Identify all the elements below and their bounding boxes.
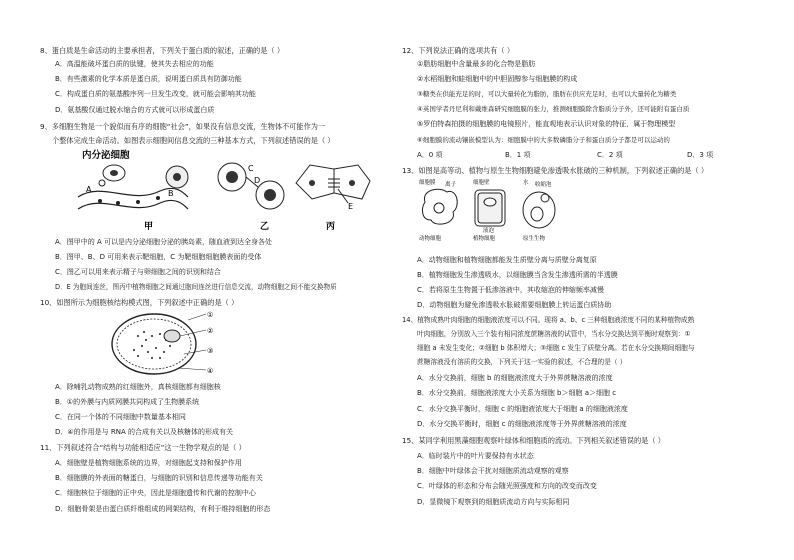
q9-option-a: A．图甲中的 A 可以是内分泌细胞分泌的胰岛素，随血液到达全身各处: [55, 238, 273, 246]
q12-stem: 12、下列说法正确的选项共有（ ）: [402, 46, 515, 55]
q13-stem: 13、如图是高等动、植物与原生生物细胞避免渗透吸水胀破的三种机制，下列叙述正确的是（ ）: [402, 166, 709, 175]
q11-option-c: C．细胞核位于细胞的正中央，因此是细胞遗传和代谢的控制中心: [55, 489, 256, 497]
q13-label-water: 水: [523, 180, 529, 186]
q9-label-d: D: [254, 176, 261, 185]
q9-figure: [72, 147, 372, 232]
q12-option-c: C．2 项: [597, 151, 623, 159]
q10-option-a: A．除哺乳动物成熟的红细胞外，真核细胞都有细胞核: [55, 383, 221, 391]
q13-option-b: B．植物细胞发生渗透吸水，以细胞膜当含发生渗透所需的半透膜: [417, 271, 618, 279]
q11-option-b: B．细胞膜的外表面的糖蛋白，与细胞的识别和信息传递等功能有关: [55, 474, 263, 482]
q13-label-ion: 离子: [445, 182, 457, 188]
q13-option-a: A．动物细胞和植物细胞都能发生质壁分离与质壁分离复原: [417, 256, 597, 264]
signal-dot: [116, 201, 120, 205]
q14-stem-line1: 14、植物成熟叶肉细胞的细胞液浓度可以不同。现将 a、b、c 三种细胞液浓度不同的某种植物成熟: [402, 316, 695, 324]
q14-option-a: A．水分交换前，细胞 b 的细胞液浓度大于外界蔗糖溶液的浓度: [417, 374, 613, 382]
q11-option-a: A．细胞壁是植物细胞系统的边界，对细胞起支持和保护作用: [55, 459, 242, 467]
q9-option-d: D．E 为胞间连丝，图丙中植物细胞之间通过胞间连丝进行信息交流，动物细胞之间不能交换物质: [55, 283, 337, 291]
signal-dot: [156, 196, 160, 200]
nuclear-envelope-outer: [112, 314, 196, 374]
q9-label-e: E: [348, 202, 354, 211]
q15-stem: 15、某同学利用黑藻细胞观察叶绿体和细胞质的流动。下列相关叙述错误的是（ ）: [402, 436, 665, 445]
q9-figure-title: 内分泌细胞: [82, 150, 130, 161]
q10-label-2: ②: [207, 327, 214, 335]
q15-option-a: A．临时装片中的叶片要保持有水状态: [417, 452, 534, 460]
q13-option-d: D．动物细胞为避免渗透吸水胀破需要细胞膜上转运蛋白质协助: [417, 301, 612, 309]
q13-caption-plant: 植物细胞: [473, 236, 496, 242]
q12-item-3: ③糖类在供能充足的时，可以大量转化为脂肪，脂肪在供应充足时，也可以大量转化为糖类: [417, 90, 677, 98]
signal-dot: [98, 199, 102, 203]
q8-option-b: B．有些激素的化学本质是蛋白质，说明蛋白质具有防御功能: [55, 75, 242, 83]
pointer-line: [178, 368, 206, 370]
q9-stem-line1: 9、多细胞生物是一个貌似而有序的细胞“社会”，如果没有信息交流，生物体不可能作为一: [40, 122, 326, 131]
q9-label-c: C: [248, 164, 254, 173]
q13-label-wall: 细胞壁: [473, 180, 490, 186]
blood-vessel-lower: [78, 200, 188, 209]
q13-caption-animal: 动物细胞: [419, 236, 442, 242]
q13-label-vacuole: 液泡: [483, 228, 495, 234]
q14-option-b: B．水分交换前，细胞液浓度大小关系为细胞 b＞细胞 a＞细胞 c: [417, 389, 617, 397]
q12-item-4: ④英国学者丹尼利和戴维森研究细胞膜的张力，推测细胞膜除含脂质分子外，还可能附有蛋白质: [417, 105, 690, 113]
q10-nucleus-figure: [108, 306, 218, 378]
plant-cell-left: [296, 165, 334, 199]
q9-label-a: A: [86, 185, 92, 194]
q12-item-1: ①脂肪细胞中含量最多的化合物是脂肪: [417, 60, 536, 68]
signal-dot: [136, 200, 140, 204]
target-nucleus: [173, 173, 181, 181]
q14-option-c: C．水分交换平衡时，细胞 c 的细胞液浓度大于细胞 a 的细胞液浓度: [417, 405, 628, 413]
endocrine-nucleus: [110, 170, 118, 176]
q13-label-membrane: 细胞膜: [419, 180, 436, 186]
q10-label-3: ③: [207, 347, 214, 355]
q10-label-4: ④: [207, 367, 214, 375]
signal-cell-nucleus: [226, 171, 238, 183]
q12-item-6: ⑥细胞膜的流动镶嵌模型认为：细胞膜中的大多数磷脂分子和蛋白质分子都是可以运动的: [417, 136, 670, 144]
q8-option-a: A．高温能破坏蛋白质的肽键，使其失去相应的功能: [55, 60, 214, 68]
plant-nucleus: [484, 198, 496, 206]
protist-nucleus: [531, 207, 543, 221]
q14-stem-line2: 叶肉细胞，分别放入三个装有相同浓度蔗糖溶液的试管中，当水分交换达到平衡时观察到：①: [417, 330, 691, 338]
q12-option-b: B．1 项: [505, 151, 531, 159]
q13-label-cv: 收缩泡: [535, 182, 552, 188]
plant-nucleus: [309, 180, 315, 186]
q13-caption-protist: 原生生物: [523, 236, 546, 242]
q12-option-a: A．0 项: [417, 151, 443, 159]
q9-label-b: B: [168, 189, 174, 198]
q8-option-d: D．氨基酸仅通过脱水缩合的方式就可以形成蛋白质: [55, 106, 215, 114]
q9-caption-bing: 丙: [326, 222, 336, 232]
q13-option-c: C．若将原生生物置于低渗溶液中，其收缩泡的伸缩频率减慢: [417, 286, 604, 294]
q9-stem-line2: 个整体完成生命活动。如图表示细胞间信息交流的三种基本方式，下列叙述错误的是（ ）: [52, 136, 335, 145]
q10-option-d: D．④的作用是与 RNA 的合成有关以及核糖体的形成有关: [55, 428, 234, 436]
q10-stem: 10、如图所示为细胞核结构模式图，下列叙述中正确的是（ ）: [40, 298, 239, 307]
q15-option-d: D．显微镜下观察到的细胞质流动方向与实际相同: [417, 498, 570, 506]
q9-caption-jia: 甲: [144, 222, 154, 232]
q15-option-c: C．叶绿体的形态和分布会随光照强度和方向的改变而改变: [417, 482, 597, 490]
q9-option-b: B．图甲、B、D 可用来表示靶细胞，C 为靶细胞细胞膜表面的受体: [55, 253, 262, 261]
contractile-vacuole: [541, 194, 549, 202]
q11-stem: 11、下列叙述符合“结构与功能相适应”这一生物学观点的是（ ）: [40, 443, 246, 452]
q12-item-5: ⑤罗伯特森拍摄的细胞膜的电镜照片，能直观地表示认识对象的特征，属于物理模型: [417, 120, 676, 128]
q14-stem-line3: 细胞 a 未发生变化；②细胞 b 体积增大；③细胞 c 发生了质壁分离。若在水分交换期间细胞与: [417, 344, 695, 352]
q11-option-d: D．细胞骨架是由蛋白质纤维组成的网架结构，有利于维持细胞的形态: [55, 505, 271, 513]
q10-label-1: ①: [207, 311, 214, 319]
animal-nucleus: [434, 203, 444, 213]
q8-option-c: C．构成蛋白质的氨基酸序列一旦发生改变，就可能会影响其功能: [55, 90, 256, 98]
q12-option-d: D．3 项: [687, 151, 714, 159]
pointer-line: [188, 314, 206, 320]
plant-nucleus: [349, 180, 355, 186]
q14-option-d: D．水分交换平衡时，细胞 c 的细胞液浓度等于外界蔗糖溶液的浓度: [417, 420, 627, 428]
q12-item-2: ②水稻细胞和蛙细胞中的中胆固醇参与细胞膜的构成: [417, 75, 578, 83]
q8-stem: 8、蛋白质是生命活动的主要承担者，下列关于蛋白质的叙述，正确的是（ ）: [40, 46, 285, 55]
q10-option-b: B．①的外膜与内质网膜共同构成了生物膜系统: [55, 398, 200, 406]
q13-figure: [417, 178, 567, 246]
q14-stem-line4: 蔗糖溶液没有溶质的交换，下列关于这一实验的叙述，不合理的是（ ）: [417, 358, 627, 366]
nucleolus: [164, 330, 180, 342]
q9-option-c: C．图乙可以用来表示精子与卵细胞之间的识别和结合: [55, 268, 221, 276]
q9-caption-yi: 乙: [260, 222, 270, 232]
secretion-particle: [99, 180, 105, 186]
q15-option-b: B．细胞中叶绿体会干扰对细胞质流动观察的观察: [417, 467, 569, 475]
q10-option-c: C．在同一个体的不同细胞中数量基本相同: [55, 413, 186, 421]
receiving-cell-nucleus: [264, 189, 276, 201]
